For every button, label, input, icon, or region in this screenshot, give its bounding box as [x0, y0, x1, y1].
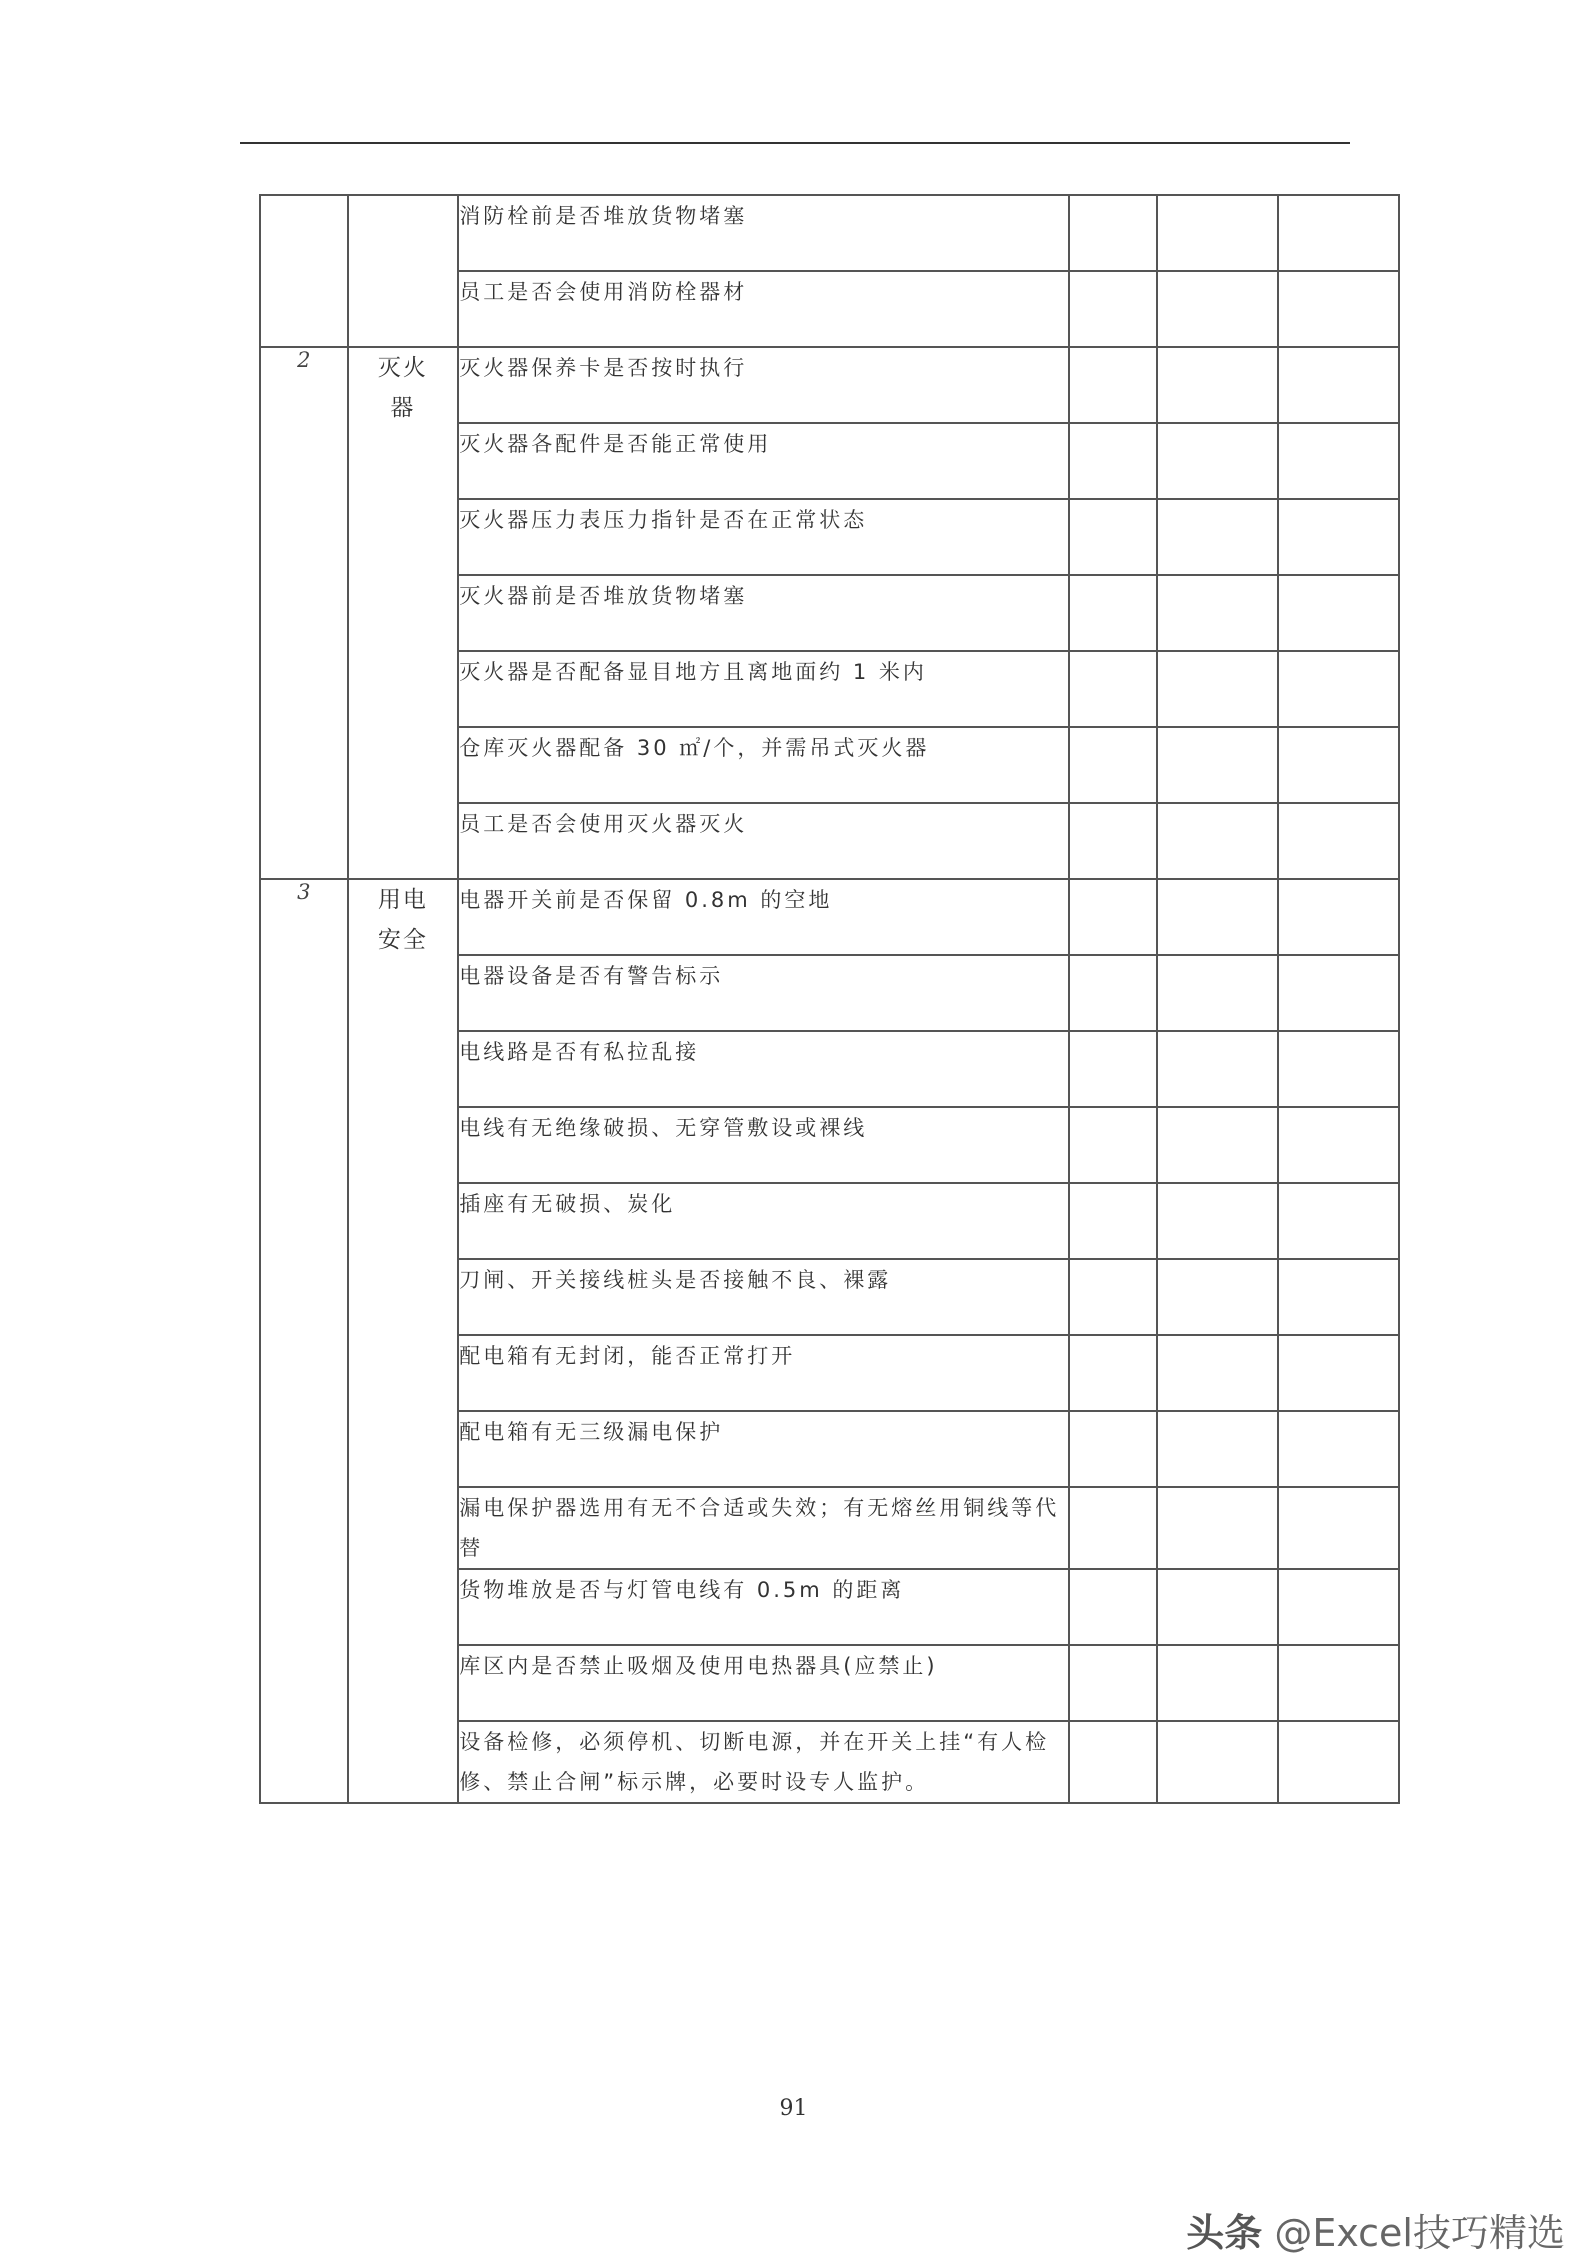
blank-entry-cell [1278, 651, 1399, 727]
watermark-handle: @Excel技巧精选 [1274, 2211, 1565, 2255]
watermark-brand: 头条 [1186, 2211, 1263, 2255]
blank-entry-cell [1157, 499, 1278, 575]
blank-entry-cell [1278, 271, 1399, 347]
check-item-cell: 设备检修，必须停机、切断电源，并在开关上挂“有人检修、禁止合闸”标示牌，必要时设专人监护。 [458, 1721, 1069, 1803]
blank-entry-cell [1069, 651, 1158, 727]
check-item-cell: 仓库灭火器配备 30 ㎡/个，并需吊式灭火器 [458, 727, 1069, 803]
table-row [260, 879, 1399, 955]
check-item-cell: 刀闸、开关接线桩头是否接触不良、裸露 [458, 1259, 1069, 1335]
blank-entry-cell [1157, 1645, 1278, 1721]
blank-entry-cell [1069, 1183, 1158, 1259]
blank-entry-cell [1069, 271, 1158, 347]
blank-entry-cell [1069, 727, 1158, 803]
check-item-cell: 员工是否会使用灭火器灭火 [458, 803, 1069, 879]
blank-entry-cell [1278, 1259, 1399, 1335]
blank-entry-cell [1157, 1411, 1278, 1487]
blank-entry-cell [1278, 575, 1399, 651]
check-item-cell: 灭火器前是否堆放货物堵塞 [458, 575, 1069, 651]
blank-entry-cell [1278, 955, 1399, 1031]
table-body [260, 195, 1399, 1803]
blank-entry-cell [1157, 1569, 1278, 1645]
blank-entry-cell [1069, 1569, 1158, 1645]
blank-entry-cell [1069, 195, 1158, 271]
blank-entry-cell [1069, 423, 1158, 499]
blank-entry-cell [1069, 955, 1158, 1031]
group-number-cell: 2 [260, 347, 348, 879]
blank-entry-cell [1278, 727, 1399, 803]
check-item-cell: 漏电保护器选用有无不合适或失效；有无熔丝用铜线等代替 [458, 1487, 1069, 1569]
blank-entry-cell [1069, 1259, 1158, 1335]
blank-entry-cell [1157, 1259, 1278, 1335]
blank-entry-cell [1157, 1031, 1278, 1107]
blank-entry-cell [1157, 271, 1278, 347]
blank-entry-cell [1157, 423, 1278, 499]
blank-entry-cell [1157, 803, 1278, 879]
blank-entry-cell [1278, 1569, 1399, 1645]
blank-entry-cell [1278, 423, 1399, 499]
blank-entry-cell [1278, 1183, 1399, 1259]
blank-entry-cell [1157, 727, 1278, 803]
blank-entry-cell [1069, 1645, 1158, 1721]
blank-entry-cell [1278, 1107, 1399, 1183]
blank-entry-cell [1278, 1487, 1399, 1569]
blank-entry-cell [1069, 1335, 1158, 1411]
check-item-cell: 电线有无绝缘破损、无穿管敷设或裸线 [458, 1107, 1069, 1183]
blank-entry-cell [1157, 1335, 1278, 1411]
check-item-cell: 库区内是否禁止吸烟及使用电热器具(应禁止) [458, 1645, 1069, 1721]
check-item-cell: 货物堆放是否与灯管电线有 0.5m 的距离 [458, 1569, 1069, 1645]
blank-entry-cell [1278, 195, 1399, 271]
blank-entry-cell [1157, 347, 1278, 423]
blank-entry-cell [1278, 1645, 1399, 1721]
blank-entry-cell [1157, 575, 1278, 651]
blank-entry-cell [1069, 803, 1158, 879]
blank-entry-cell [1278, 1411, 1399, 1487]
blank-entry-cell [1157, 1107, 1278, 1183]
check-item-cell: 配电箱有无三级漏电保护 [458, 1411, 1069, 1487]
check-item-cell: 灭火器各配件是否能正常使用 [458, 423, 1069, 499]
group-category-cell [348, 195, 459, 347]
blank-entry-cell [1069, 1107, 1158, 1183]
blank-entry-cell [1069, 879, 1158, 955]
blank-entry-cell [1157, 1487, 1278, 1569]
group-category-cell: 用电安全 [348, 879, 459, 1803]
blank-entry-cell [1069, 575, 1158, 651]
blank-entry-cell [1157, 651, 1278, 727]
group-number-cell: 3 [260, 879, 348, 1803]
blank-entry-cell [1069, 347, 1158, 423]
check-item-cell: 配电箱有无封闭，能否正常打开 [458, 1335, 1069, 1411]
blank-entry-cell [1157, 195, 1278, 271]
watermark [1186, 2202, 1565, 2257]
table-row [260, 195, 1399, 271]
group-number-cell [260, 195, 348, 347]
check-item-cell: 灭火器是否配备显目地方且离地面约 1 米内 [458, 651, 1069, 727]
blank-entry-cell [1069, 1487, 1158, 1569]
check-item-cell: 电器设备是否有警告标示 [458, 955, 1069, 1031]
check-item-cell: 消防栓前是否堆放货物堵塞 [458, 195, 1069, 271]
group-category-cell: 灭火器 [348, 347, 459, 879]
blank-entry-cell [1069, 499, 1158, 575]
check-item-cell: 灭火器压力表压力指针是否在正常状态 [458, 499, 1069, 575]
blank-entry-cell [1278, 879, 1399, 955]
blank-entry-cell [1069, 1411, 1158, 1487]
blank-entry-cell [1278, 347, 1399, 423]
blank-entry-cell [1069, 1031, 1158, 1107]
page-number: 91 [779, 2096, 808, 2121]
blank-entry-cell [1278, 1031, 1399, 1107]
blank-entry-cell [1278, 499, 1399, 575]
table-row [260, 347, 1399, 423]
check-item-cell: 员工是否会使用消防栓器材 [458, 271, 1069, 347]
blank-entry-cell [1157, 1183, 1278, 1259]
blank-entry-cell [1069, 1721, 1158, 1803]
blank-entry-cell [1278, 1721, 1399, 1803]
blank-entry-cell [1278, 1335, 1399, 1411]
header-rule [240, 142, 1350, 144]
blank-entry-cell [1278, 803, 1399, 879]
check-item-cell: 电线路是否有私拉乱接 [458, 1031, 1069, 1107]
check-item-cell: 电器开关前是否保留 0.8m 的空地 [458, 879, 1069, 955]
checklist-table [259, 194, 1400, 1804]
check-item-cell: 插座有无破损、炭化 [458, 1183, 1069, 1259]
blank-entry-cell [1157, 879, 1278, 955]
blank-entry-cell [1157, 955, 1278, 1031]
blank-entry-cell [1157, 1721, 1278, 1803]
check-item-cell: 灭火器保养卡是否按时执行 [458, 347, 1069, 423]
